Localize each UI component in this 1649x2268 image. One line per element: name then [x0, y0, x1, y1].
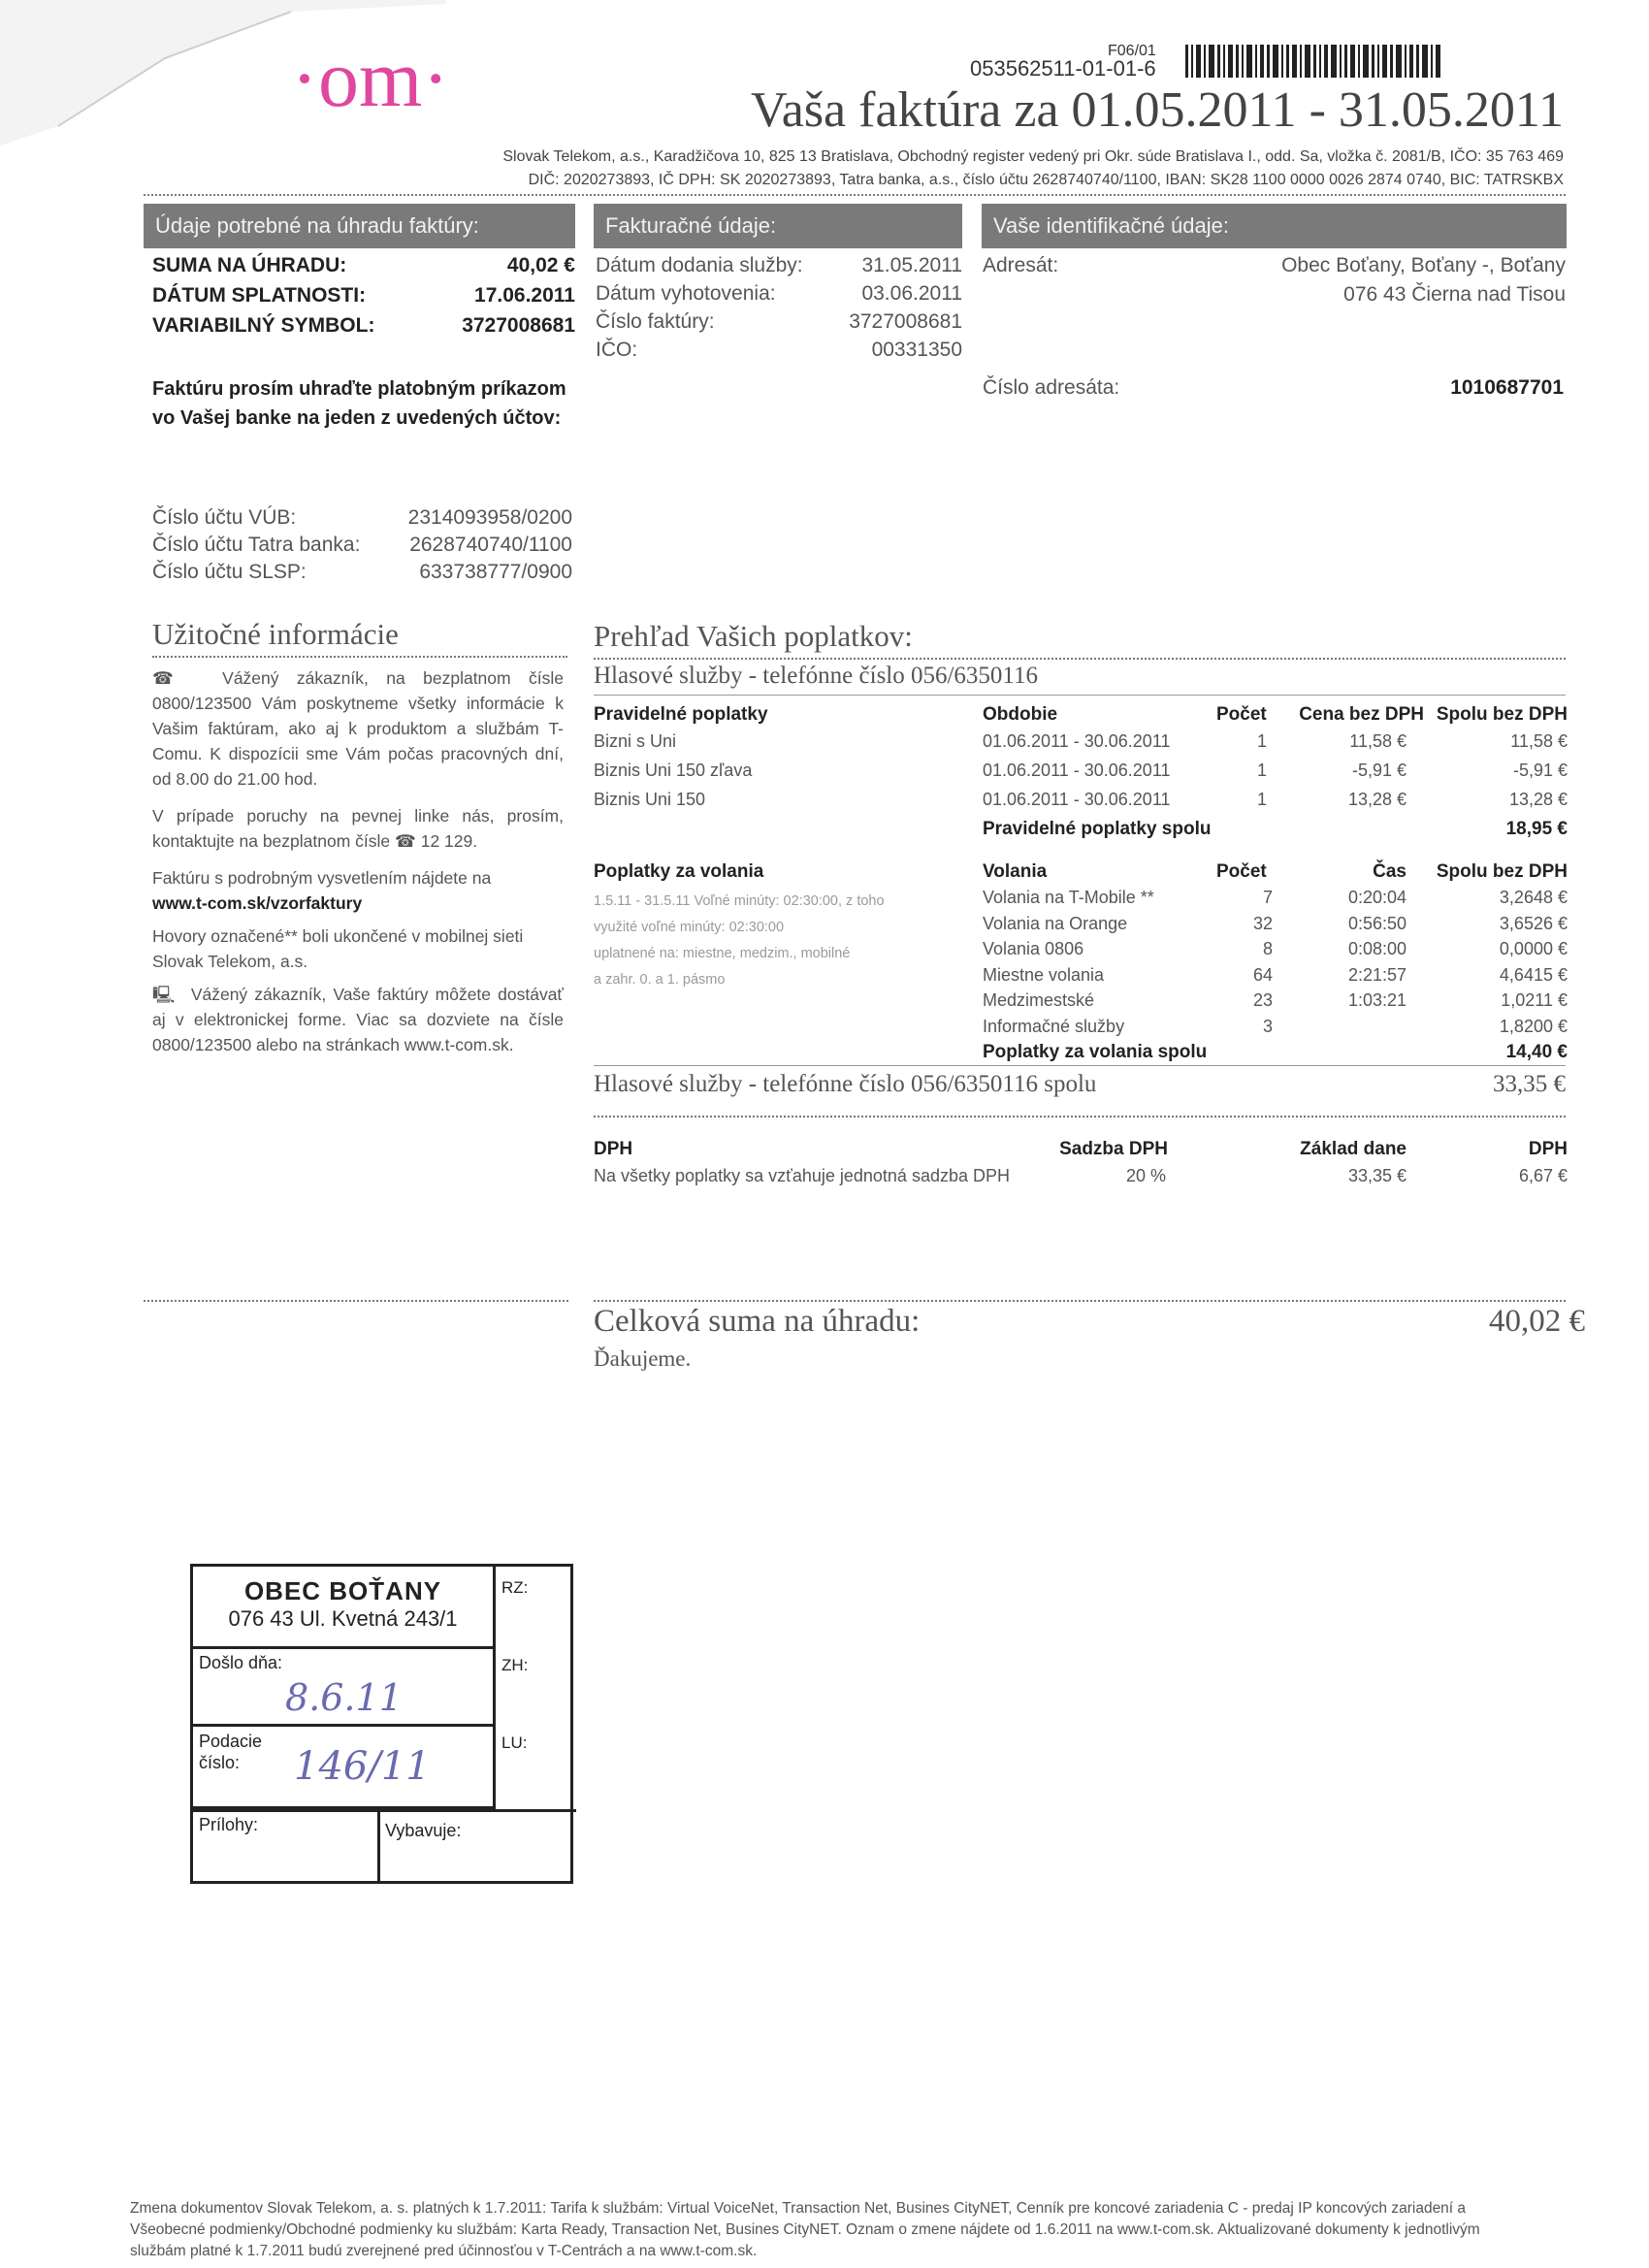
stamp-attachments-label: Prílohy:: [199, 1815, 259, 1834]
invoice-title: Vaša faktúra za 01.05.2011 - 31.05.2011: [750, 82, 1564, 138]
useful-paragraph: [152, 923, 564, 974]
vat-divider: [594, 1116, 1566, 1118]
invoice-value: 00331350: [871, 339, 962, 361]
invoice-label: Číslo faktúry:: [596, 310, 715, 333]
account-value: 633738777/0900: [419, 561, 572, 583]
table-sum-row: [594, 819, 1568, 852]
payment-row: [152, 314, 575, 344]
invoice-label: Dátum dodania služby:: [596, 254, 803, 276]
fee-period: 01.06.2011 - 30.06.2011: [983, 761, 1171, 780]
payment-note-2: vo Vašej banke na jeden z uvedených účtov:: [152, 407, 562, 429]
call-count: 23: [1252, 990, 1273, 1010]
addressee-line-2: 076 43 Čierna nad Tisou: [1343, 283, 1566, 306]
payment-row: [152, 284, 575, 314]
regular-fees-table: [594, 704, 1568, 852]
account-label: Číslo účtu VÚB:: [152, 506, 297, 529]
received-date-handwritten: 8.6.11: [285, 1676, 403, 1719]
vat-base: 33,35 €: [1347, 1166, 1406, 1185]
call-time: 1:03:21: [1347, 990, 1406, 1010]
col-header: Počet: [1216, 704, 1267, 725]
table-header: [594, 1139, 1568, 1166]
call-total: 0,0000 €: [1499, 939, 1568, 958]
call-time: 2:21:57: [1347, 964, 1406, 985]
account-value: 2628740740/1100: [409, 534, 572, 556]
useful-p2: V prípade poruchy na pevnej linke nás, prosím, kontaktujte na bezplatnom čísle: [152, 806, 564, 851]
call-time: 0:56:50: [1347, 913, 1406, 933]
useful-p1: Vážený zákazník, na bezplatnom čísle 0800/123500 Vám poskytneme všetky informácie k Vašim faktúram, ako aj k produktom a službám T-Comu. K dispozícii sme Vám počas pracovných dní, od 8.00 do 21.00 hod.: [152, 668, 564, 789]
call-count: 8: [1262, 939, 1273, 958]
stamp-rz: RZ:: [501, 1578, 529, 1597]
stamp-filing-label: Podacie: [199, 1732, 263, 1751]
addressee-number: 1010687701: [1450, 376, 1564, 399]
fee-count: 1: [1257, 731, 1268, 751]
useful-info-text: [152, 665, 564, 1057]
table-row: [594, 990, 1568, 1017]
payment-section-bar: Údaje potrebné na úhradu faktúry:: [144, 204, 575, 248]
total-divider-right: [594, 1300, 1566, 1302]
col-header: Spolu bez DPH: [1436, 861, 1568, 882]
thanks-text: Ďakujeme.: [594, 1346, 692, 1371]
vat-amount: 6,67 €: [1518, 1166, 1568, 1185]
phone-icon: ☎: [152, 668, 187, 688]
barcode: [1185, 45, 1535, 78]
vat-table: [594, 1139, 1568, 1193]
stamp-divider-v: [377, 1809, 380, 1881]
col-header: DPH: [594, 1139, 633, 1159]
stamp-handler-label: Vybavuje:: [385, 1821, 462, 1840]
col-header: Čas: [1373, 861, 1406, 882]
phone-icon: ☎: [395, 831, 416, 851]
call-total: 1,0211 €: [1501, 990, 1568, 1010]
registry-stamp: [190, 1564, 573, 1884]
service-total-line: [594, 1065, 1566, 1066]
invoice-row: [596, 339, 962, 367]
table-row: [594, 965, 1568, 991]
fee-period: 01.06.2011 - 30.06.2011: [983, 790, 1171, 809]
invoice-block: [596, 254, 962, 367]
account-row: [152, 506, 572, 534]
grand-total-label: Celková suma na úhradu:: [594, 1304, 921, 1339]
call-type: Medzimestské: [983, 990, 1095, 1010]
invoice-value: 03.06.2011: [861, 282, 962, 305]
call-type: Volania 0806: [983, 939, 1084, 958]
calls-table: [594, 861, 1568, 1069]
useful-paragraph: [152, 865, 564, 916]
col-header: Počet: [1216, 861, 1267, 882]
col-header: Volania: [983, 861, 1048, 882]
service-underline: [594, 695, 1566, 696]
fee-name: Biznis Uni 150 zľava: [594, 761, 753, 780]
vat-rate: 20 %: [1125, 1166, 1166, 1185]
service-total-label: Hlasové služby - telefónne číslo 056/6350116 spolu: [594, 1071, 1097, 1097]
table-row: [594, 1017, 1568, 1043]
col-header: DPH: [1528, 1139, 1568, 1159]
overview-heading: Prehľad Vašich poplatkov:: [594, 619, 913, 653]
col-header: Poplatky za volania: [594, 861, 764, 882]
payment-value: 17.06.2011: [474, 284, 575, 307]
calls-sum-value: 14,40 €: [1505, 1042, 1568, 1062]
col-header: Spolu bez DPH: [1436, 704, 1568, 725]
call-total: 1,8200 €: [1499, 1016, 1568, 1036]
fee-price: 13,28 €: [1347, 790, 1406, 809]
doc-code-number: 053562511-01-01-6: [970, 56, 1156, 81]
payment-value: 3727008681: [462, 314, 575, 337]
regular-sum-label: Pravidelné poplatky spolu: [983, 819, 1212, 839]
stamp-lu: LU:: [501, 1733, 528, 1752]
addressee-number-label: Číslo adresáta:: [983, 376, 1120, 399]
note-line: uplatnené na: miestne, medzim., mobilné: [594, 946, 851, 961]
fee-total: -5,91 €: [1512, 761, 1568, 780]
useful-p4: Hovory označené** boli ukončené v mobilnej sieti Slovak Telekom, a.s.: [152, 926, 524, 971]
account-label: Číslo účtu SLSP:: [152, 561, 307, 583]
table-row: [594, 761, 1568, 790]
table-row: [594, 731, 1568, 761]
call-count: 64: [1252, 964, 1273, 985]
useful-p3: Faktúru s podrobným vysvetlením nájdete na: [152, 868, 492, 888]
brand-logo: ·om·: [291, 34, 450, 124]
fee-count: 1: [1257, 790, 1268, 809]
account-value: 2314093958/0200: [407, 506, 572, 529]
call-total: 3,2648 €: [1499, 888, 1568, 907]
fee-price: -5,91 €: [1351, 761, 1406, 780]
table-row: [594, 888, 1568, 914]
calls-sum-label: Poplatky za volania spolu: [983, 1042, 1208, 1062]
invoice-label: Dátum vyhotovenia:: [596, 282, 776, 305]
invoice-row: [596, 254, 962, 282]
col-header: Cena bez DPH: [1299, 704, 1424, 725]
payment-value: 40,02 €: [506, 254, 575, 276]
service-total-value: 33,35 €: [1493, 1071, 1566, 1097]
stamp-header: [193, 1567, 496, 1649]
useful-divider: [152, 656, 567, 658]
useful-paragraph: [152, 665, 564, 792]
company-info-1: Slovak Telekom, a.s., Karadžičova 10, 825 13 Bratislava, Obchodný register vedený pri Okr. súde Bratislava I., odd. Sa, vložka č. 2081/B, IČO: 35 763 469: [502, 148, 1564, 165]
col-header: Základ dane: [1300, 1139, 1406, 1159]
table-row: [594, 914, 1568, 940]
company-info-2: DIČ: 2020273893, IČ DPH: SK 2020273893, Tatra banka, a.s., číslo účtu 2628740740/1100, IBAN: SK28 1100 0000 0026 2874 0740, BIC: TATRSKBX: [528, 172, 1564, 188]
note-line: využité voľné minúty: 02:30:00: [594, 920, 785, 935]
table-row: [594, 1166, 1568, 1193]
addressee-label: Adresát:: [983, 254, 1059, 276]
col-header: Obdobie: [983, 704, 1058, 725]
fee-price: 11,58 €: [1349, 731, 1406, 751]
col-header: Pravidelné poplatky: [594, 704, 768, 725]
invoice-row: [596, 282, 962, 310]
service-title: Hlasové služby - telefónne číslo 056/6350116: [594, 663, 1039, 689]
fee-total: 11,58 €: [1510, 731, 1568, 751]
header-divider: [144, 194, 1566, 196]
call-count: 32: [1252, 913, 1273, 933]
fault-number: 12 129.: [420, 831, 478, 851]
invoice-row: [596, 310, 962, 339]
table-header: [594, 704, 1568, 731]
note-line: a zahr. 0. a 1. pásmo: [594, 972, 726, 988]
useful-paragraph: [152, 982, 564, 1057]
call-type: Volania na Orange: [983, 913, 1128, 933]
doc-code-small: F06/01: [1108, 43, 1156, 59]
invoice-section-bar: Fakturačné údaje:: [594, 204, 962, 248]
account-label: Číslo účtu Tatra banka:: [152, 534, 361, 556]
note-line: 1.5.11 - 31.5.11 Voľné minúty: 02:30:00, z toho: [594, 893, 885, 909]
fee-name: Bizni s Uni: [594, 731, 677, 751]
payment-label: VARIABILNÝ SYMBOL:: [152, 314, 375, 337]
invoice-value: 3727008681: [849, 310, 962, 333]
vat-note: Na všetky poplatky sa vzťahuje jednotná sadzba DPH: [594, 1166, 1010, 1185]
fee-total: 13,28 €: [1508, 790, 1568, 809]
call-type: Informačné služby: [983, 1016, 1125, 1036]
stamp-divider: [193, 1809, 576, 1812]
computer-icon: 🖳: [152, 985, 178, 1004]
payment-label: SUMA NA ÚHRADU:: [152, 254, 347, 276]
bank-accounts: [152, 506, 572, 588]
addressee-line-1: Obec Boťany, Boťany -, Boťany: [1281, 254, 1566, 276]
sample-invoice-link[interactable]: www.t-com.sk/vzorfaktury: [152, 893, 363, 913]
useful-paragraph: [152, 803, 564, 854]
fee-name: Biznis Uni 150: [594, 790, 706, 809]
account-row: [152, 534, 572, 561]
stamp-received-label: Došlo dňa:: [199, 1653, 283, 1672]
table-header: [594, 861, 1568, 888]
call-total: 4,6415 €: [1499, 964, 1568, 985]
payment-block: [152, 254, 575, 344]
call-count: 7: [1262, 888, 1273, 907]
fee-period: 01.06.2011 - 30.06.2011: [983, 731, 1171, 751]
stamp-filing-cell: [193, 1727, 496, 1809]
invoice-value: 31.05.2011: [861, 254, 962, 276]
table-row: [594, 939, 1568, 965]
stamp-address: 076 43 Ul. Kvetná 243/1: [228, 1606, 458, 1631]
total-divider-left: [144, 1300, 568, 1302]
account-row: [152, 561, 572, 588]
call-time: 0:08:00: [1347, 939, 1406, 958]
footer-notice: Zmena dokumentov Slovak Telekom, a. s. platných k 1.7.2011: Tarifa k službám: Virtual VoiceNet, Transaction Net, Busines CityNET, Cenník pre koncové zariadenia C - predaj IP koncových zariadení a Všeobecné podmienky/Obchodné podmienky ku službám: Karta Ready, Transaction Net, Busines CityNET. Oznam o zmene nájdete od 1.6.2011 na www.t-com.sk. Aktualizované dokumenty k jednotlivým službám platné k 1.7.2011 budú zverejnené pred účinnosťou v T-Centrách a na www.t-com.sk.: [130, 2200, 1480, 2259]
fee-count: 1: [1257, 761, 1268, 780]
invoice-label: IČO:: [596, 339, 638, 361]
identity-section-bar: Vaše identifikačné údaje:: [982, 204, 1567, 248]
stamp-name: OBEC BOŤANY: [243, 1576, 442, 1605]
call-type: Miestne volania: [983, 964, 1105, 985]
call-total: 3,6526 €: [1499, 913, 1568, 933]
grand-total-value: 40,02 €: [1489, 1304, 1585, 1339]
call-time: 0:20:04: [1347, 888, 1406, 907]
call-type: Volania na T-Mobile **: [983, 888, 1154, 907]
payment-note-1: Faktúru prosím uhraďte platobným príkazom: [152, 378, 566, 400]
stamp-filing-label-2: číslo:: [199, 1753, 241, 1772]
payment-row: [152, 254, 575, 284]
regular-sum-value: 18,95 €: [1505, 819, 1568, 839]
stamp-zh: ZH:: [501, 1656, 529, 1674]
filing-number-handwritten: 146/11: [294, 1744, 431, 1789]
payment-label: DÁTUM SPLATNOSTI:: [152, 284, 367, 307]
useful-p5: Vážený zákazník, Vaše faktúry môžete dostávať aj v elektronickej forme. Viac sa dozviete na čísle 0800/123500 alebo na stránkach www.t-com.sk.: [152, 985, 564, 1054]
call-count: 3: [1262, 1016, 1273, 1036]
useful-info-heading: Užitočné informácie: [152, 617, 399, 651]
overview-divider: [594, 658, 1566, 660]
col-header: Sadzba DPH: [1059, 1139, 1168, 1159]
table-row: [594, 790, 1568, 819]
stamp-received-cell: [193, 1649, 496, 1727]
